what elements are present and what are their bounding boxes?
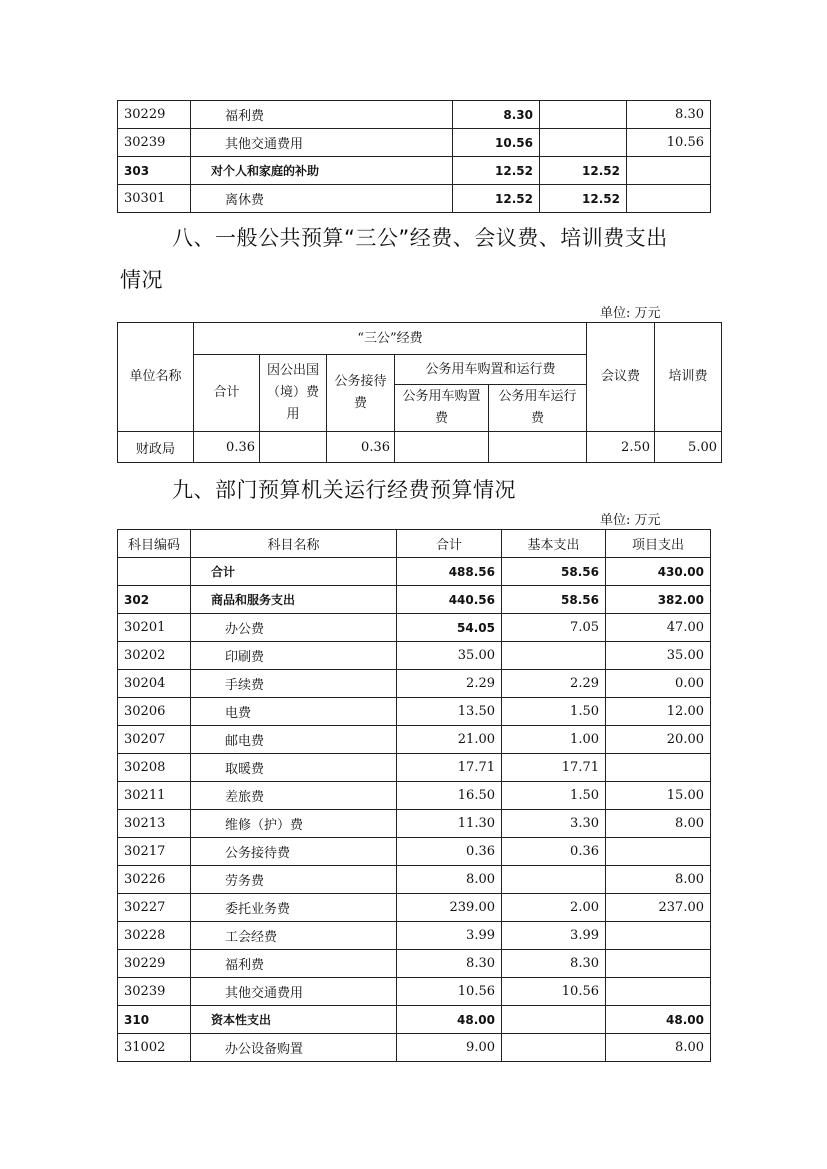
section9-title: 九、部门预算机关运行经费预算情况 xyxy=(172,478,516,502)
table-row xyxy=(118,157,711,185)
cell-basic xyxy=(502,642,606,670)
cell-project: 8.00 xyxy=(606,866,711,894)
header-sangong: “三公”经费 xyxy=(194,323,587,355)
cell-name: 合计 xyxy=(191,558,397,586)
cell-name: 维修（护）费 xyxy=(191,810,397,838)
cell-code: 30207 xyxy=(118,726,191,754)
cell-name: 资本性支出 xyxy=(191,1006,397,1034)
cell-code: 302 xyxy=(118,586,191,614)
cell-basic: 0.36 xyxy=(502,838,606,866)
header-basic: 基本支出 xyxy=(502,530,606,558)
cell-total: 8.30 xyxy=(453,101,540,129)
table-row xyxy=(118,922,711,950)
cell-code: 30239 xyxy=(118,978,191,1006)
header-car-group: 公务用车购置和运行费 xyxy=(395,355,587,385)
header-meeting: 会议费 xyxy=(587,323,655,432)
cell-total: 10.56 xyxy=(453,129,540,157)
cell-code: 30226 xyxy=(118,866,191,894)
cell-total: 12.52 xyxy=(453,157,540,185)
cell-basic: 12.52 xyxy=(540,157,627,185)
row-reception: 0.36 xyxy=(327,432,395,463)
cell-name: 电费 xyxy=(191,698,397,726)
table-row xyxy=(118,586,711,614)
cell-total: 54.05 xyxy=(397,614,502,642)
cell-basic: 17.71 xyxy=(502,754,606,782)
row-meeting: 2.50 xyxy=(587,432,655,463)
cell-basic xyxy=(540,129,627,157)
header-abroad: 因公出国（境）费用 xyxy=(260,355,327,432)
cell-name: 其他交通费用 xyxy=(191,978,397,1006)
cell-code: 30201 xyxy=(118,614,191,642)
budget-continuation-table-body xyxy=(118,101,711,213)
cell-project xyxy=(606,838,711,866)
cell-name: 福利费 xyxy=(191,101,453,129)
cell-basic: 8.30 xyxy=(502,950,606,978)
cell-basic xyxy=(502,1006,606,1034)
cell-name: 对个人和家庭的补助 xyxy=(191,157,453,185)
cell-total: 488.56 xyxy=(397,558,502,586)
header-total: 合计 xyxy=(194,355,260,432)
header-car-purchase: 公务用车购置费 xyxy=(395,385,489,432)
header-code: 科目编码 xyxy=(118,530,191,558)
cell-project: 8.30 xyxy=(627,101,711,129)
table-row xyxy=(118,726,711,754)
header-car-operation: 公务用车运行费 xyxy=(489,385,587,432)
cell-total: 8.30 xyxy=(397,950,502,978)
cell-code: 30213 xyxy=(118,810,191,838)
table-row xyxy=(118,670,711,698)
cell-total: 0.36 xyxy=(397,838,502,866)
cell-code: 30228 xyxy=(118,922,191,950)
header-training: 培训费 xyxy=(655,323,722,432)
cell-project: 430.00 xyxy=(606,558,711,586)
cell-basic: 1.00 xyxy=(502,726,606,754)
table-row xyxy=(118,810,711,838)
cell-total: 35.00 xyxy=(397,642,502,670)
cell-name: 邮电费 xyxy=(191,726,397,754)
table-row xyxy=(118,894,711,922)
table-row xyxy=(118,754,711,782)
cell-code: 30229 xyxy=(118,950,191,978)
section9-unit: 单位: 万元 xyxy=(600,513,661,528)
cell-name: 手续费 xyxy=(191,670,397,698)
table-row xyxy=(118,129,711,157)
cell-code: 30208 xyxy=(118,754,191,782)
cell-project: 237.00 xyxy=(606,894,711,922)
table-row xyxy=(118,185,711,213)
table-row xyxy=(118,101,711,129)
cell-code: 30301 xyxy=(118,185,191,213)
table-row xyxy=(118,782,711,810)
cell-total: 2.29 xyxy=(397,670,502,698)
table-row xyxy=(118,432,722,463)
cell-name: 公务接待费 xyxy=(191,838,397,866)
cell-name: 劳务费 xyxy=(191,866,397,894)
cell-name: 差旅费 xyxy=(191,782,397,810)
cell-code: 31002 xyxy=(118,1034,191,1062)
cell-basic: 1.50 xyxy=(502,782,606,810)
cell-code: 30239 xyxy=(118,129,191,157)
cell-name: 委托业务费 xyxy=(191,894,397,922)
cell-basic: 2.00 xyxy=(502,894,606,922)
row-training: 5.00 xyxy=(655,432,722,463)
cell-project: 12.00 xyxy=(606,698,711,726)
cell-code: 30227 xyxy=(118,894,191,922)
cell-code: 30229 xyxy=(118,101,191,129)
cell-total: 48.00 xyxy=(397,1006,502,1034)
cell-total: 239.00 xyxy=(397,894,502,922)
cell-basic: 1.50 xyxy=(502,698,606,726)
table-row xyxy=(118,866,711,894)
cell-project: 8.00 xyxy=(606,810,711,838)
table-row xyxy=(118,1034,711,1062)
cell-project xyxy=(627,185,711,213)
section8-title-line2: 情况 xyxy=(120,268,163,292)
cell-project xyxy=(606,978,711,1006)
cell-project: 20.00 xyxy=(606,726,711,754)
section8-title-line1: 八、一般公共预算“三公”经费、会议费、培训费支出 xyxy=(172,226,668,250)
three-public-expenses-table xyxy=(117,322,722,463)
header-project: 项目支出 xyxy=(606,530,711,558)
cell-basic xyxy=(502,1034,606,1062)
cell-name: 其他交通费用 xyxy=(191,129,453,157)
table-row xyxy=(118,838,711,866)
cell-basic: 12.52 xyxy=(540,185,627,213)
cell-code: 310 xyxy=(118,1006,191,1034)
cell-basic: 2.29 xyxy=(502,670,606,698)
cell-code xyxy=(118,558,191,586)
operating-expenses-table-body xyxy=(118,558,711,1062)
table-row xyxy=(118,698,711,726)
cell-name: 福利费 xyxy=(191,950,397,978)
cell-basic: 3.99 xyxy=(502,922,606,950)
cell-code: 30204 xyxy=(118,670,191,698)
table-row xyxy=(118,950,711,978)
cell-basic xyxy=(540,101,627,129)
cell-project: 47.00 xyxy=(606,614,711,642)
row-total: 0.36 xyxy=(194,432,260,463)
cell-project: 10.56 xyxy=(627,129,711,157)
cell-project: 35.00 xyxy=(606,642,711,670)
cell-project: 0.00 xyxy=(606,670,711,698)
cell-total: 9.00 xyxy=(397,1034,502,1062)
cell-basic: 3.30 xyxy=(502,810,606,838)
cell-basic: 58.56 xyxy=(502,558,606,586)
cell-basic: 58.56 xyxy=(502,586,606,614)
cell-project: 15.00 xyxy=(606,782,711,810)
table-row xyxy=(118,558,711,586)
cell-name: 印刷费 xyxy=(191,642,397,670)
cell-code: 30211 xyxy=(118,782,191,810)
cell-project xyxy=(606,922,711,950)
cell-project: 48.00 xyxy=(606,1006,711,1034)
table-row xyxy=(118,642,711,670)
table-row xyxy=(118,1006,711,1034)
cell-name: 办公设备购置 xyxy=(191,1034,397,1062)
row-car-purchase xyxy=(395,432,489,463)
cell-total: 16.50 xyxy=(397,782,502,810)
row-abroad xyxy=(260,432,327,463)
cell-name: 工会经费 xyxy=(191,922,397,950)
cell-basic: 10.56 xyxy=(502,978,606,1006)
cell-code: 30217 xyxy=(118,838,191,866)
cell-total: 440.56 xyxy=(397,586,502,614)
row-unit-name: 财政局 xyxy=(118,432,194,463)
operating-expenses-table xyxy=(117,529,711,1062)
cell-project: 8.00 xyxy=(606,1034,711,1062)
header-name: 科目名称 xyxy=(191,530,397,558)
section8-unit: 单位: 万元 xyxy=(600,306,661,321)
cell-name: 离休费 xyxy=(191,185,453,213)
budget-continuation-table xyxy=(117,100,711,213)
header-reception: 公务接待费 xyxy=(327,355,395,432)
cell-basic: 7.05 xyxy=(502,614,606,642)
table-row xyxy=(118,614,711,642)
cell-code: 30202 xyxy=(118,642,191,670)
cell-project: 382.00 xyxy=(606,586,711,614)
header-total: 合计 xyxy=(397,530,502,558)
cell-code: 30206 xyxy=(118,698,191,726)
cell-total: 11.30 xyxy=(397,810,502,838)
cell-basic xyxy=(502,866,606,894)
table-row xyxy=(118,978,711,1006)
cell-total: 21.00 xyxy=(397,726,502,754)
cell-total: 13.50 xyxy=(397,698,502,726)
cell-project xyxy=(606,754,711,782)
cell-total: 12.52 xyxy=(453,185,540,213)
row-car-operation xyxy=(489,432,587,463)
cell-project xyxy=(627,157,711,185)
header-unit-name: 单位名称 xyxy=(118,323,194,432)
cell-total: 8.00 xyxy=(397,866,502,894)
cell-total: 17.71 xyxy=(397,754,502,782)
cell-total: 3.99 xyxy=(397,922,502,950)
cell-total: 10.56 xyxy=(397,978,502,1006)
cell-project xyxy=(606,950,711,978)
cell-code: 303 xyxy=(118,157,191,185)
cell-name: 办公费 xyxy=(191,614,397,642)
cell-name: 商品和服务支出 xyxy=(191,586,397,614)
cell-name: 取暖费 xyxy=(191,754,397,782)
